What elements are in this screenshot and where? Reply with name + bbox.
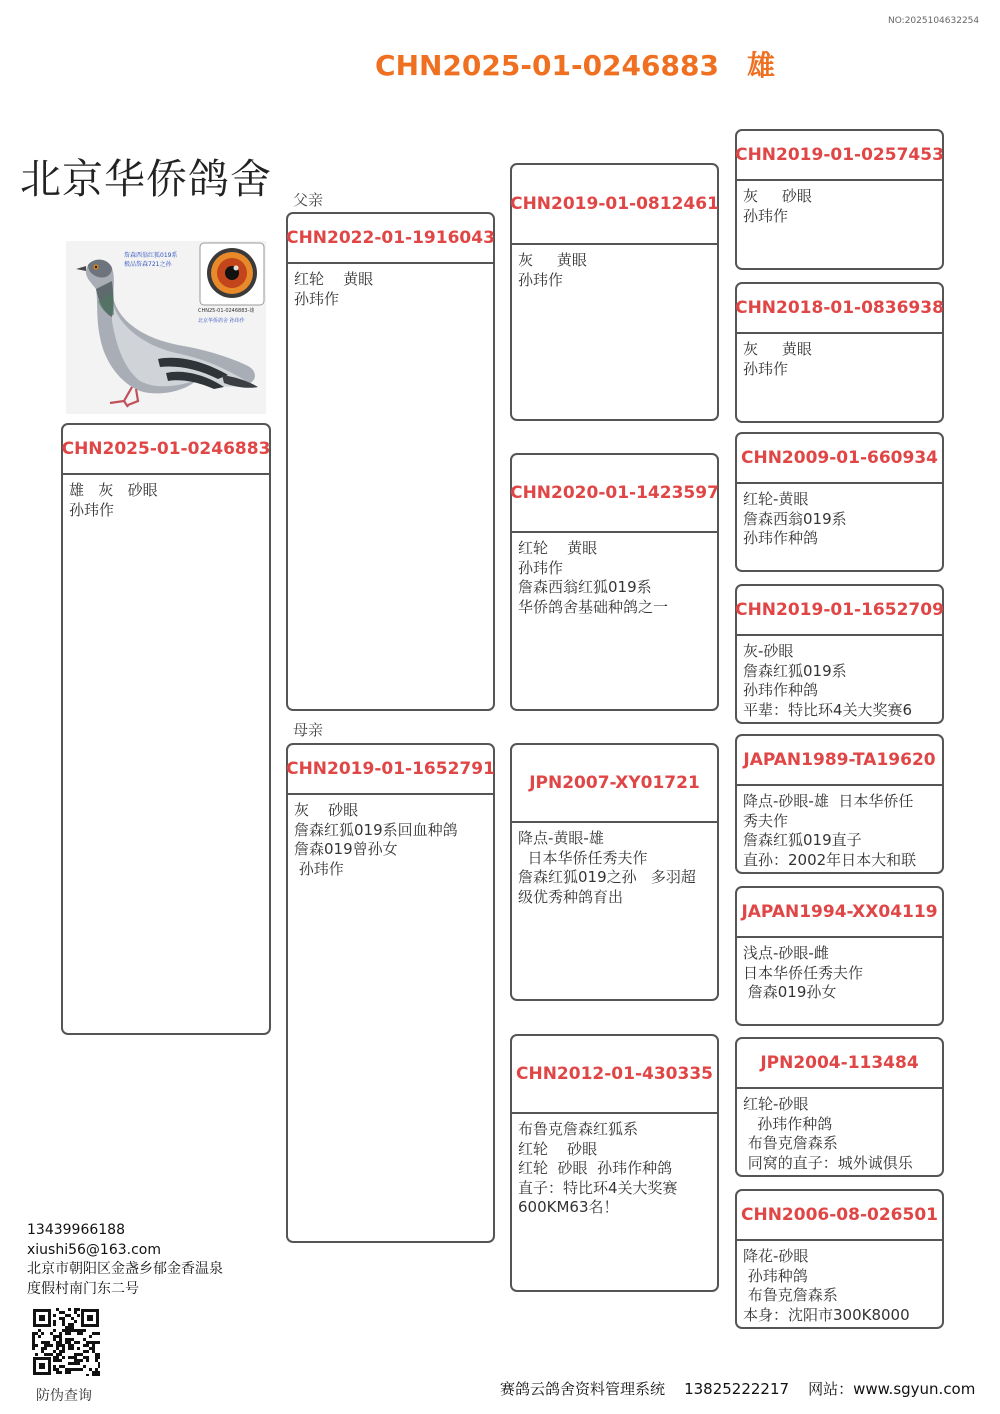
grandparent-info xyxy=(512,245,717,290)
great-grandparent-card xyxy=(735,282,944,423)
contact-email: xiushi56@163.com xyxy=(27,1241,161,1258)
info-line: 布鲁克詹森红狐系 xyxy=(518,1120,639,1138)
info-line: 600KM63名！ xyxy=(518,1198,619,1216)
info-line: 红轮 砂眼 孙玮作种鸽 xyxy=(518,1159,673,1177)
info-line: 詹森019孙女 xyxy=(743,983,837,1001)
sire-ring: CHN2022-01-1916043 xyxy=(288,214,493,264)
info-line: 詹森红狐019系回血种鸽 xyxy=(294,820,458,839)
great-grandparent-info xyxy=(737,938,942,1003)
sire-info xyxy=(288,264,493,309)
great-grandparent-info xyxy=(737,334,942,379)
info-line: 灰 黄眼 xyxy=(743,340,812,358)
info-line: 孙玮作 xyxy=(518,558,564,577)
pigeon-photo xyxy=(66,241,266,414)
grandparent-card xyxy=(510,743,719,1001)
qr-code[interactable] xyxy=(32,1308,100,1376)
info-line: 灰 黄眼 xyxy=(518,251,587,269)
info-line: 红轮 砂眼 xyxy=(518,1139,598,1158)
great-grandparent-card xyxy=(735,129,944,270)
grandparent-info xyxy=(512,533,717,617)
father-label: 父亲 xyxy=(293,191,324,209)
great-grandparent-ring: CHN2018-01-0836938 xyxy=(737,284,942,334)
grandparent-card xyxy=(510,453,719,711)
info-line: 浅点-砂眼-雌 xyxy=(743,944,829,962)
info-line: 降花-砂眼 xyxy=(743,1247,809,1265)
info-line: 红轮 黄眼 xyxy=(518,539,598,557)
contact-phone: 13439966188 xyxy=(27,1222,125,1238)
great-grandparent-info xyxy=(737,1089,942,1173)
grandparent-info xyxy=(512,823,717,907)
photo-caption-bottom: 北京华侨鸽舍 孙玮作 xyxy=(198,318,245,324)
info-line: 孙玮作 xyxy=(69,500,115,519)
info-line: 詹森红狐019系 xyxy=(743,661,847,680)
contact-address-line-2: 度假村南门东二号 xyxy=(27,1280,139,1297)
photo-caption-top: 詹森西翁红狐019系 极品詹森721之孙 xyxy=(124,252,178,268)
info-line: 灰-砂眼 xyxy=(743,642,794,660)
title-ring: CHN2025-01-0246883 xyxy=(375,49,719,82)
great-grandparent-info xyxy=(737,1241,942,1325)
great-grandparent-ring: CHN2006-08-026501 xyxy=(737,1191,942,1241)
great-grandparent-ring: JAPAN1994-XX04119 xyxy=(737,888,942,938)
great-grandparent-ring: CHN2009-01-660934 xyxy=(737,434,942,484)
great-grandparent-info xyxy=(737,786,942,870)
info-line: 秀夫作 xyxy=(743,811,789,830)
contact-address-line-1: 北京市朝阳区金盏乡郁金香温泉 xyxy=(27,1261,223,1277)
info-line: 孙玮作 xyxy=(294,859,344,878)
great-grandparent-ring: JPN2004-113484 xyxy=(737,1039,942,1089)
great-grandparent-card xyxy=(735,584,944,724)
grandparent-ring: CHN2020-01-1423597 xyxy=(512,455,717,533)
info-line: 孙玮作种鸽 xyxy=(743,681,819,699)
info-line: 本身：沈阳市300K8000 xyxy=(743,1305,910,1324)
grandparent-ring: JPN2007-XY01721 xyxy=(512,745,717,823)
info-line: 孙玮种鸽 xyxy=(743,1266,808,1285)
info-line: 灰 砂眼 xyxy=(743,187,812,205)
info-line: 华侨鸽舍基础种鸽之一 xyxy=(518,597,669,616)
info-line: 布鲁克詹森系 xyxy=(743,1286,838,1304)
great-grandparent-card xyxy=(735,734,944,874)
great-grandparent-ring: CHN2019-01-0257453 xyxy=(737,131,942,181)
info-line: 红轮-砂眼 xyxy=(743,1095,809,1113)
info-line: 孙玮作种鸽 xyxy=(743,1114,833,1133)
document-number: NO:2025104632254 xyxy=(888,16,980,26)
sire-card xyxy=(286,212,495,711)
great-grandparent-info xyxy=(737,484,942,549)
info-line: 詹森西翁019系 xyxy=(743,509,847,528)
dam-info xyxy=(288,795,493,879)
grandparent-ring: CHN2012-01-430335 xyxy=(512,1036,717,1114)
grandparent-info xyxy=(512,1114,717,1218)
great-grandparent-ring: CHN2019-01-1652709 xyxy=(737,586,942,636)
grandparent-card xyxy=(510,1034,719,1292)
loft-name: 北京华侨鸽舍 xyxy=(20,155,272,203)
great-grandparent-card xyxy=(735,1189,944,1329)
great-grandparent-info xyxy=(737,636,942,720)
dam-ring: CHN2019-01-1652791 xyxy=(288,745,493,795)
info-line: 平辈：特比环4关大奖赛6 xyxy=(743,700,913,719)
subject-card xyxy=(61,423,271,1035)
mother-label: 母亲 xyxy=(293,721,324,739)
info-line: 詹森西翁红狐019系 xyxy=(518,578,652,596)
great-grandparent-info xyxy=(737,181,942,226)
great-grandparent-ring: JAPAN1989-TA19620 xyxy=(737,736,942,786)
info-line: 詹森019曾孙女 xyxy=(294,840,398,858)
info-line: 直孙：2002年日本大和联 xyxy=(743,850,917,869)
title-sex: 雄 xyxy=(746,49,775,82)
info-line: 降点-黄眼-雄 xyxy=(518,829,604,847)
info-line: 詹森红狐019直子 xyxy=(743,831,862,849)
great-grandparent-card xyxy=(735,1037,944,1177)
info-line: 雄 灰 砂眼 xyxy=(69,481,158,499)
info-line: 日本华侨任秀夫作 xyxy=(518,848,648,867)
qr-label: 防伪查询 xyxy=(36,1388,92,1404)
info-line: 红轮-黄眼 xyxy=(743,490,809,508)
dam-card xyxy=(286,743,495,1243)
info-line: 灰 砂眼 xyxy=(294,801,359,819)
info-line: 孙玮作种鸽 xyxy=(743,529,819,547)
info-line: 孙玮作 xyxy=(743,359,789,378)
info-line: 詹森红狐019之孙 多羽超 xyxy=(518,868,696,886)
grandparent-card xyxy=(510,163,719,421)
info-line: 同窝的直子：城外诚俱乐 xyxy=(743,1153,913,1172)
info-line: 日本华侨任秀夫作 xyxy=(743,963,864,982)
info-line: 孙玮作 xyxy=(518,270,564,289)
subject-ring: CHN2025-01-0246883 xyxy=(63,425,269,475)
info-line: 红轮 黄眼 xyxy=(294,270,374,288)
photo-caption-ring: CHN25-01-0246883-雄 xyxy=(198,308,255,314)
info-line: 级优秀种鸽育出 xyxy=(518,887,624,906)
info-line: 直子：特比环4关大奖赛 xyxy=(518,1178,678,1197)
info-line: 孙玮作 xyxy=(294,289,340,308)
great-grandparent-card xyxy=(735,886,944,1026)
subject-info xyxy=(63,475,269,520)
contact-block xyxy=(27,1221,223,1299)
info-line: 降点-砂眼-雄 日本华侨任 xyxy=(743,792,914,810)
page-title xyxy=(0,44,1000,84)
info-line: 布鲁克詹森系 xyxy=(743,1134,838,1152)
grandparent-ring: CHN2019-01-0812461 xyxy=(512,165,717,245)
footer-info: 赛鸽云鸽舍资料管理系统 13825222217 网站：www.sgyun.com xyxy=(500,1380,976,1398)
info-line: 孙玮作 xyxy=(743,206,789,225)
great-grandparent-card xyxy=(735,432,944,572)
